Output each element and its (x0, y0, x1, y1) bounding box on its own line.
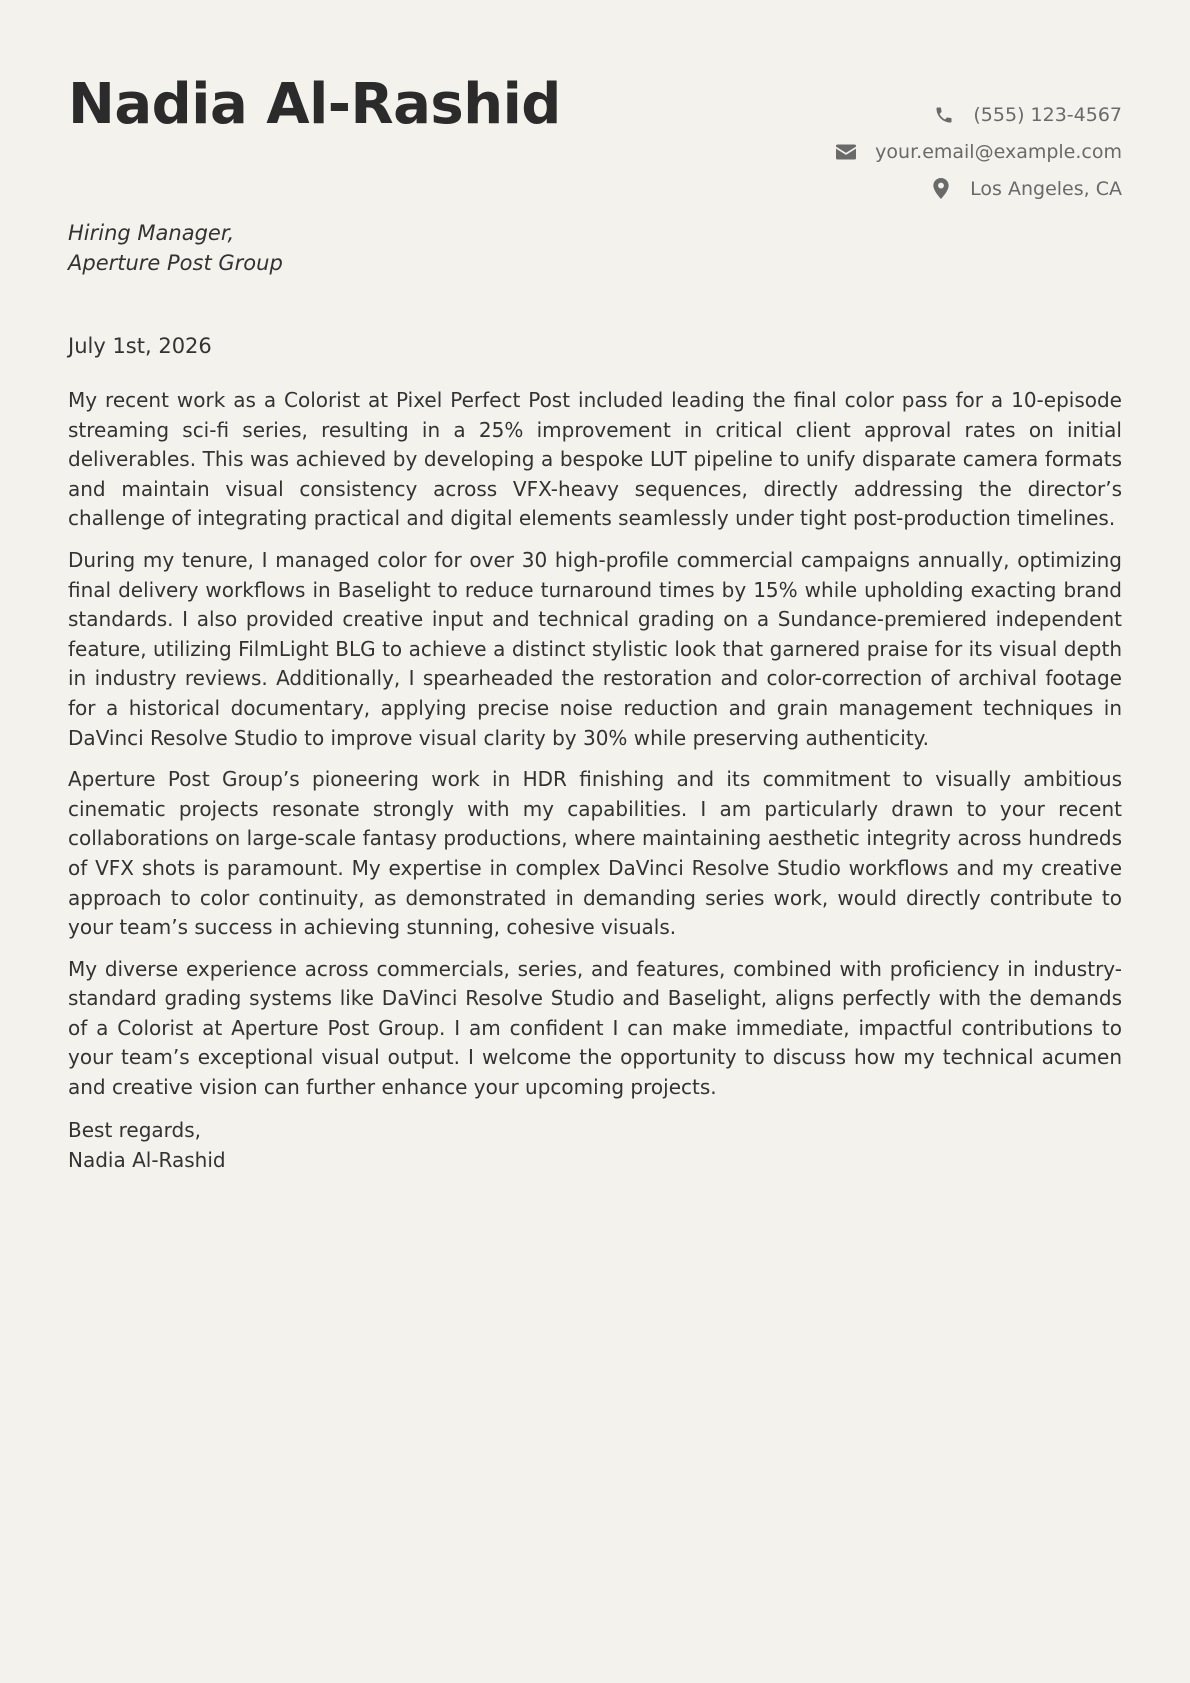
letter-header (68, 0, 1122, 200)
body-paragraph: My recent work as a Colorist at Pixel Perfect Post included leading the final color pass for a 10-episode streaming sci-fi series, resulting in a 25% improvement in critical client approval rates on initial deliverables. This was achieved by developing a bespoke LUT pipeline to unify disparate camera formats and maintain visual consistency across VFX-heavy sequences, directly addressing the director’s challenge of integrating practical and digital elements seamlessly under tight post-production timelines. (68, 388, 1122, 531)
letter-body (68, 386, 1122, 1103)
signature-name: Nadia Al-Rashid (68, 1147, 226, 1172)
envelope-icon (835, 141, 857, 163)
body-paragraph: Aperture Post Group’s pioneering work in HDR finishing and its commitment to visually ambitious cinematic projects resonate strongly with my capabilities. I am particularly drawn to your recent collaborations on large-scale fantasy productions, where maintaining aesthetic integrity across hundreds of VFX shots is paramount. My expertise in complex DaVinci Resolve Studio workflows and my creative approach to color continuity, as demonstrated in demanding series work, would directly contribute to your team’s success in achieving stunning, cohesive visuals. (68, 767, 1122, 940)
contact-phone (835, 96, 1122, 133)
applicant-name: Nadia Al-Rashid (68, 72, 561, 137)
email-text[interactable]: your.email@example.com (875, 140, 1122, 163)
recipient-block (68, 218, 1122, 278)
body-paragraph: During my tenure, I managed color for over 30 high-profile commercial campaigns annually, optimizing final delivery workflows in Baselight to reduce turnaround times by 15% while upholding exacting brand standards. I also provided creative input and technical grading on a Sundance-premiered independent feature, utilizing FilmLight BLG to achieve a distinct stylistic look that garnered praise for its visual depth in industry reviews. Additionally, I spearheaded the restoration and color-correction of archival footage for a historical documentary, applying precise noise reduction and grain management techniques in DaVinci Resolve Studio to improve visual clarity by 30% while preserving authenticity. (68, 547, 1122, 750)
signoff-block (68, 1115, 1122, 1175)
letter-date: July 1st, 2026 (68, 334, 212, 358)
recipient-title: Hiring Manager, (68, 221, 235, 245)
recipient-company: Aperture Post Group (68, 251, 283, 275)
closing-text: Best regards, (68, 1117, 202, 1142)
body-paragraph: My diverse experience across commercials, series, and features, combined with proficiency in industry-standard grading systems like DaVinci Resolve Studio and Baselight, aligns perfectly with the demands of a Colorist at Aperture Post Group. I am confident I can make immediate, impactful contributions to your team’s exceptional visual output. I welcome the opportunity to discuss how my technical acumen and creative vision can further enhance your upcoming projects. (68, 956, 1122, 1100)
phone-icon (933, 104, 955, 126)
location-text: Los Angeles, CA (970, 177, 1122, 200)
contact-info (835, 96, 1122, 207)
map-marker-icon (930, 178, 952, 200)
phone-text[interactable]: (555) 123-4567 (973, 103, 1122, 126)
contact-email (835, 133, 1122, 170)
contact-location (835, 170, 1122, 207)
